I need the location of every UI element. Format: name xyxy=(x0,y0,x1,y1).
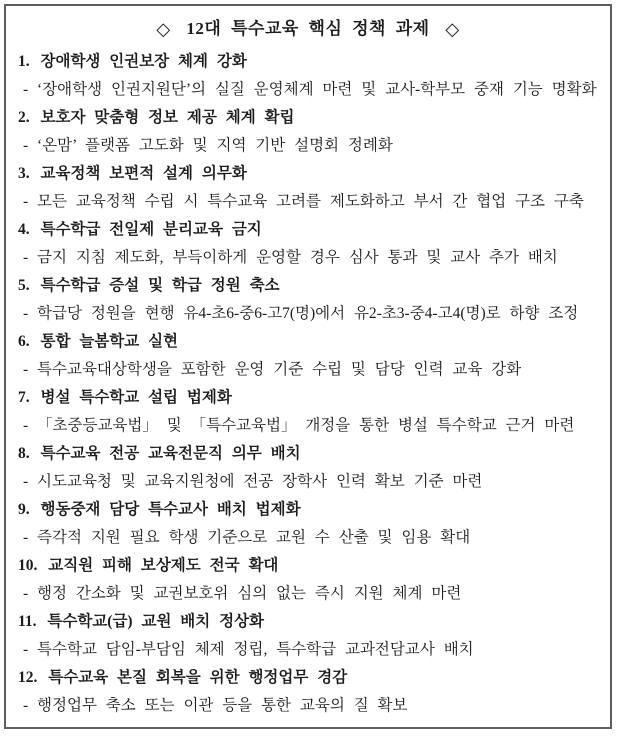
policy-item-number: 8. xyxy=(18,445,30,462)
policy-item-title: 특수학급 증설 및 학급 정원 축소 xyxy=(40,277,280,294)
policy-item-detail: - 모든 교육정책 수립 시 특수교육 고려를 제도화하고 부서 간 협업 구조 구축 xyxy=(23,193,584,210)
policy-item xyxy=(12,440,606,496)
policy-item-heading xyxy=(12,384,606,412)
page-title-text: 12대 특수교육 핵심 정책 과제 xyxy=(186,19,430,38)
policy-item-title: 통합 늘봄학교 실현 xyxy=(40,333,179,350)
document-frame xyxy=(4,4,612,729)
policy-item-detail: - 시도교육청 및 교육지원청에 전공 장학사 인력 확보 기준 마련 xyxy=(23,473,483,490)
policy-item-number: 10. xyxy=(18,557,38,574)
policy-list xyxy=(6,42,610,720)
policy-item xyxy=(12,328,606,384)
policy-item xyxy=(12,384,606,440)
policy-item-number: 3. xyxy=(18,165,30,182)
policy-item xyxy=(12,664,606,720)
policy-item-heading xyxy=(12,104,606,132)
policy-item xyxy=(12,48,606,104)
policy-item-detail: - ‘장애학생 인권지원단’의 실질 운영체계 마련 및 교사-학부모 중재 기능 명확화 xyxy=(23,81,597,98)
policy-item-title: 보호자 맞춤형 정보 제공 체계 확립 xyxy=(40,109,295,126)
policy-item-heading xyxy=(12,608,606,636)
policy-item xyxy=(12,496,606,552)
policy-item xyxy=(12,552,606,608)
policy-item-title: 특수학교(급) 교원 배치 정상화 xyxy=(47,613,265,630)
policy-item-heading xyxy=(12,216,606,244)
diamond-icon: ◇ xyxy=(156,19,171,39)
policy-item xyxy=(12,160,606,216)
policy-item-title: 장애학생 인권보장 체계 강화 xyxy=(40,53,247,70)
policy-item-number: 2. xyxy=(18,109,30,126)
policy-item-title: 병설 특수학교 설립 법제화 xyxy=(40,389,232,406)
policy-item-detail: - 행정 간소화 및 교권보호위 심의 없는 즉시 지원 체계 마련 xyxy=(23,585,462,602)
policy-item-heading xyxy=(12,664,606,692)
policy-item-title: 행동중재 담당 특수교사 배치 법제화 xyxy=(40,501,301,518)
policy-item xyxy=(12,608,606,664)
policy-item xyxy=(12,216,606,272)
policy-item-heading xyxy=(12,552,606,580)
policy-item-number: 4. xyxy=(18,221,30,238)
policy-item-detail: - 행정업무 축소 또는 이관 등을 통한 교육의 질 확보 xyxy=(23,697,408,714)
policy-item-heading xyxy=(12,328,606,356)
policy-item-number: 5. xyxy=(18,277,30,294)
diamond-icon: ◇ xyxy=(445,19,460,39)
policy-item-title: 교육정책 보편적 설계 의무화 xyxy=(40,165,247,182)
policy-item-detail: - 금지 지침 제도화, 부득이하게 운영할 경우 심사 통과 및 교사 추가 배치 xyxy=(23,249,558,266)
policy-item-title: 특수교육 전공 교육전문직 의무 배치 xyxy=(40,445,301,462)
policy-item-heading xyxy=(12,160,606,188)
policy-item-number: 9. xyxy=(18,501,30,518)
policy-item-detail: - 학급당 정원을 현행 유4-초6-중6-고7(명)에서 유2-초3-중4-고4(명)로 하향 조정 xyxy=(23,305,579,322)
policy-item-heading xyxy=(12,48,606,76)
policy-item-number: 6. xyxy=(18,333,30,350)
policy-item-title: 특수교육 본질 회복을 위한 행정업무 경감 xyxy=(48,669,348,686)
page-title xyxy=(6,6,610,42)
policy-item-number: 1. xyxy=(18,53,30,70)
policy-item-number: 12. xyxy=(18,669,38,686)
policy-item-number: 11. xyxy=(18,613,37,630)
policy-item-detail: - ‘온맘’ 플랫폼 고도화 및 지역 기반 설명회 정례화 xyxy=(23,137,393,154)
policy-item-title: 교직원 피해 보상제도 전국 확대 xyxy=(48,557,279,574)
policy-item xyxy=(12,272,606,328)
policy-item-detail: - 특수교육대상학생을 포함한 운영 기준 수립 및 담당 인력 교육 강화 xyxy=(23,361,522,378)
policy-item-heading xyxy=(12,440,606,468)
policy-item-number: 7. xyxy=(18,389,30,406)
policy-item-title: 특수학급 전일제 분리교육 금지 xyxy=(40,221,262,238)
policy-item-detail: - 특수학교 담임-부담임 체제 정립, 특수학급 교과전담교사 배치 xyxy=(23,641,474,658)
policy-item-detail: - 「초중등교육법」 및 「특수교육법」 개정을 통한 병설 특수학교 근거 마련 xyxy=(23,417,575,434)
policy-item xyxy=(12,104,606,160)
policy-item-heading xyxy=(12,496,606,524)
policy-item-detail: - 즉각적 지원 필요 학생 기준으로 교원 수 산출 및 임용 확대 xyxy=(23,529,471,546)
policy-item-heading xyxy=(12,272,606,300)
